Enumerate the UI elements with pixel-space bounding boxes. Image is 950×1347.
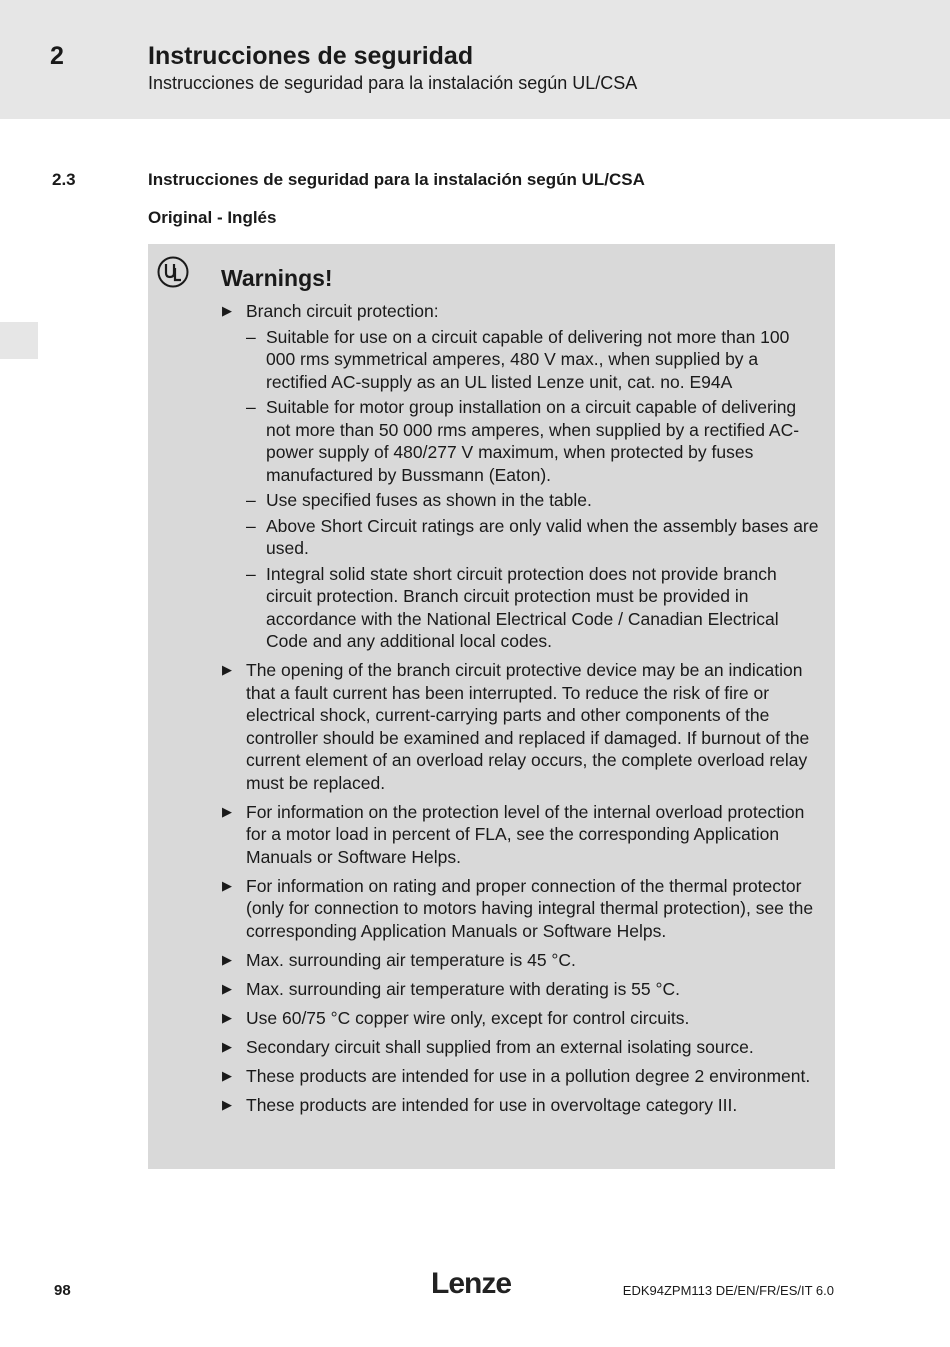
ul-listing-mark-icon [157,256,189,288]
arrow-bullet-icon: ▶ [222,1096,232,1112]
dash-bullet-icon: – [246,490,256,510]
arrow-bullet-icon: ▶ [222,1038,232,1054]
list-item-text: These products are intended for use in a pollution degree 2 environment. [246,1065,811,1086]
list-item [222,875,822,943]
warnings-box [148,244,835,1169]
list-item [222,1065,822,1088]
lenze-logo: Lenze [431,1267,512,1300]
arrow-bullet-icon: ▶ [222,803,232,819]
list-item-text: For information on the protection level of the internal overload protection for a motor load in percent of FLA, see the corresponding Application Manuals or Software Helps. [246,801,805,867]
arrow-bullet-icon: ▶ [222,662,232,677]
list-item [222,949,822,972]
list-item [222,801,822,869]
sub-list-item-text: Suitable for use on a circuit capable of delivering not more than 100 000 rms symmetrical amperes, 480 V max., when supplied by a rectified AC-supply as an UL listed Lenze unit, cat. no. E94A [266,326,790,392]
arrow-bullet-icon: ▶ [222,877,232,893]
list-item-text: These products are intended for use in overvoltage category III. [246,1094,738,1115]
sub-list-item [246,515,822,560]
page-number: 98 [54,1282,71,1299]
list-item [222,978,822,1001]
list-item [222,1094,822,1117]
warnings-list [222,300,822,1116]
document-code: EDK94ZPM113 DE/EN/FR/ES/IT 6.0 [622,1283,834,1298]
arrow-bullet-icon: ▶ [222,303,232,318]
arrow-bullet-icon: ▶ [222,980,232,996]
sub-list [246,326,822,653]
sub-list-item-text: Above Short Circuit ratings are only valid when the assembly bases are used. [266,515,819,558]
arrow-bullet-icon: ▶ [222,1009,232,1025]
list-item [222,659,822,794]
section-title: Instrucciones de seguridad para la instalación según UL/CSA [148,170,645,189]
sub-list-item-text: Use specified fuses as shown in the table. [266,490,592,510]
dash-bullet-icon: – [246,515,256,536]
dash-bullet-icon: – [246,563,256,584]
chapter-subtitle: Instrucciones de seguridad para la instalación según UL/CSA [148,73,638,93]
list-item-text: Use 60/75 °C copper wire only, except for control circuits. [246,1007,690,1028]
sub-list-item [246,563,822,653]
section-subtitle: Original - Inglés [148,208,277,227]
section-number: 2.3 [52,170,76,189]
sub-list-item-text: Integral solid state short circuit protection does not provide branch circuit protection. Branch circuit protection must be provided in accordance with the National Electrical Code / Canadian Electrical Code and any additional local codes. [266,563,779,651]
list-item-text: For information on rating and proper connection of the thermal protector (only for connection to motors having integral thermal protection), see the corresponding Application Manuals or Software Helps. [246,875,814,941]
arrow-bullet-icon: ▶ [222,1067,232,1083]
chapter-side-tab [0,322,38,359]
chapter-number: 2 [50,42,64,70]
sub-list-item [246,326,822,394]
arrow-bullet-icon: ▶ [222,951,232,967]
list-item [222,1036,822,1059]
warnings-title: Warnings! [221,265,333,291]
dash-bullet-icon: – [246,397,256,417]
list-item [222,1007,822,1030]
list-item-text: Max. surrounding air temperature is 45 °C. [246,949,576,970]
list-item-text: The opening of the branch circuit protective device may be an indication that a fault current has been interrupted. To reduce the risk of fire or electrical shock, current-carrying parts and other components of the controller should be examined and replaced if damaged. If burnout of the current element of an overload relay occurs, the complete overload relay must be replaced. [246,660,810,793]
chapter-header-band [0,0,950,119]
sub-list-item [246,396,822,486]
sub-list-item [246,489,822,512]
dash-bullet-icon: – [246,326,256,347]
list-item-text: Branch circuit protection: [246,301,439,321]
list-item-text: Max. surrounding air temperature with derating is 55 °C. [246,978,681,999]
chapter-title: Instrucciones de seguridad [148,42,474,70]
list-item-text: Secondary circuit shall supplied from an external isolating source. [246,1036,754,1057]
sub-list-item-text: Suitable for motor group installation on a circuit capable of delivering not more than 50 000 rms amperes, when supplied by a rectified AC-power supply of 480/277 V maximum, when protected by fuses manufactured by Bussmann (Eaton). [266,397,800,485]
list-item [222,300,822,653]
